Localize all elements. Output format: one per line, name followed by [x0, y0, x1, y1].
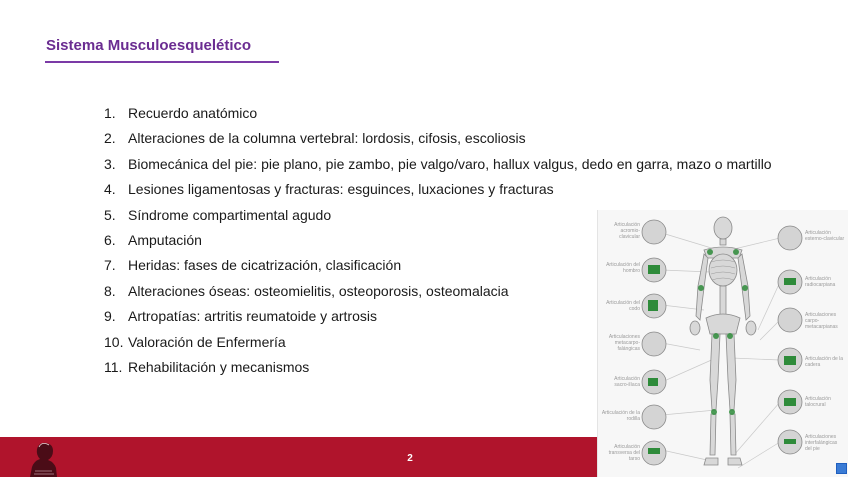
- slide-title: Sistema Musculoesquelético: [46, 37, 252, 54]
- skeleton-joints-figure: [597, 210, 848, 477]
- joint-label: Articulaciones interfalángicas del pie: [805, 434, 838, 452]
- item-text: Valoración de Enfermería: [128, 333, 286, 350]
- item-number: 1.: [104, 105, 116, 121]
- list-item: [104, 152, 772, 177]
- joint-label: Articulaciones carpo-metacarpianas: [805, 312, 838, 330]
- item-text: Alteraciones óseas: osteomielitis, osteoporosis, osteomalacia: [128, 282, 509, 299]
- title-underline: [45, 61, 279, 63]
- joint-label: Articulación transversa del tarso: [608, 444, 640, 462]
- item-text: Lesiones ligamentosas y fracturas: esguinces, luxaciones y fracturas: [128, 181, 554, 198]
- item-number: 6.: [104, 231, 116, 248]
- joint-label: Articulación radiocarpiana: [805, 276, 836, 288]
- item-text: Rehabilitación y mecanismos: [128, 358, 310, 375]
- item-text: Recuerdo anatómico: [128, 105, 258, 121]
- joint-label: Articulación del codo: [606, 300, 640, 312]
- item-number: 10.: [104, 333, 124, 350]
- item-text: Biomecánica del pie: pie plano, pie zambo, pie valgo/varo, hallux valgus, dedo en garra, mazo o martillo: [128, 155, 772, 172]
- joint-label: Articulación de la rodilla: [601, 410, 640, 422]
- item-text: Alteraciones de la columna vertebral: lordosis, cifosis, escoliosis: [128, 130, 526, 147]
- item-text: Artropatías: artritis reumatoide y artrosis: [128, 308, 377, 325]
- joint-label: Articulación de la cadera: [805, 356, 844, 368]
- joint-label: Articulación talocrural: [805, 396, 831, 408]
- item-text: Heridas: fases de cicatrización, clasificación: [128, 257, 402, 274]
- page-number: 2: [407, 453, 413, 464]
- item-number: 3.: [104, 155, 116, 172]
- joint-label: Articulación acromio-clavicular: [614, 222, 640, 240]
- joint-label: Articulación sacro-ilíaca: [614, 376, 640, 388]
- item-number: 11.: [104, 358, 123, 375]
- item-text: Síndrome compartimental agudo: [128, 206, 332, 223]
- joint-label: Articulación del hombro: [606, 262, 640, 274]
- item-number: 5.: [104, 206, 116, 223]
- item-number: 2.: [104, 130, 116, 147]
- image-badge-icon[interactable]: [836, 463, 847, 474]
- joint-label: Articulación esterno-clavicular: [805, 230, 845, 242]
- item-number: 7.: [104, 257, 116, 274]
- item-text: Amputación: [128, 231, 202, 248]
- item-number: 4.: [104, 181, 116, 198]
- joint-label: Articulaciones metacarpo-falángicas: [608, 334, 640, 352]
- portrait-logo-icon: [22, 437, 62, 477]
- list-item: [104, 177, 772, 202]
- item-number: 8.: [104, 282, 116, 299]
- list-item: [104, 126, 772, 151]
- list-item: [104, 101, 772, 126]
- item-number: 9.: [104, 308, 116, 325]
